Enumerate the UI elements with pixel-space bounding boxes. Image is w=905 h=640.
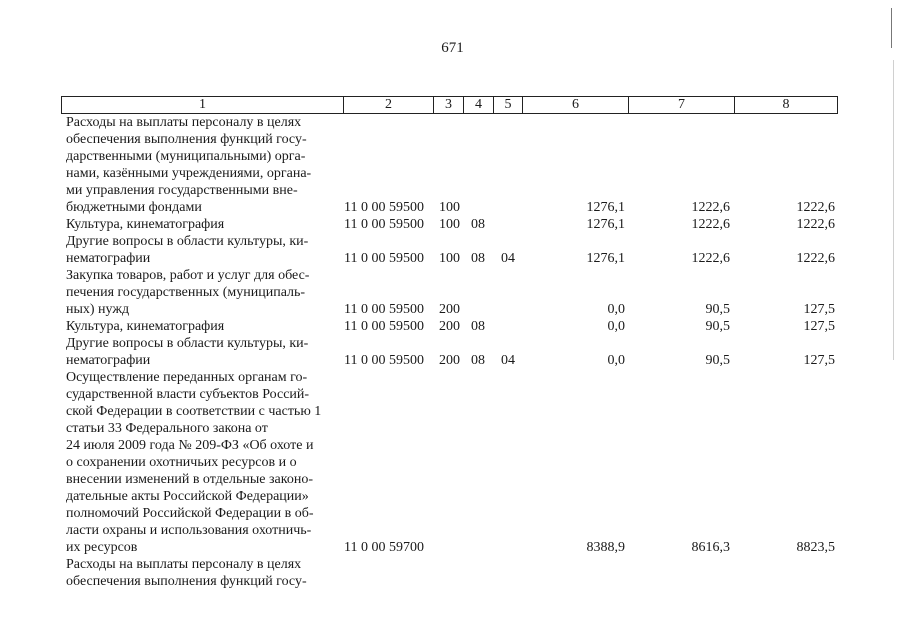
description-line: статьи 33 Федерального закона от xyxy=(66,421,268,436)
header-cell: 8 xyxy=(782,97,790,112)
header-cell: 2 xyxy=(344,97,434,113)
cell-expense-type: 100 xyxy=(439,200,460,215)
cell-amount-year-3: 8823,5 xyxy=(796,540,835,555)
cell-target-article: 11 0 00 59500 xyxy=(344,200,424,215)
description-line: ных) нужд xyxy=(66,302,130,317)
table-row xyxy=(0,556,905,590)
cell-subsection: 04 xyxy=(501,251,515,266)
description-line: бюджетными фондами xyxy=(66,200,202,215)
description-line: Культура, кинематография xyxy=(66,217,225,232)
table-row xyxy=(0,216,905,233)
row-description xyxy=(66,335,336,369)
cell-amount-year-3: 1222,6 xyxy=(796,251,835,266)
cell-amount-year-2: 90,5 xyxy=(705,353,730,368)
cell-amount-year-2: 1222,6 xyxy=(691,200,730,215)
cell-amount-year-3: 127,5 xyxy=(803,302,835,317)
cell-amount-year-1: 1276,1 xyxy=(586,200,625,215)
description-line: печения государственных (муниципаль- xyxy=(66,285,306,300)
cell-target-article: 11 0 00 59500 xyxy=(344,353,424,368)
description-line: Другие вопросы в области культуры, ки- xyxy=(66,336,309,351)
description-line: их ресурсов xyxy=(66,540,138,555)
cell-target-article: 11 0 00 59700 xyxy=(344,540,424,555)
row-description xyxy=(66,369,336,556)
cell-amount-year-1: 1276,1 xyxy=(586,217,625,232)
cell-amount-year-1: 0,0 xyxy=(607,353,625,368)
header-cell: 5 xyxy=(494,97,523,113)
description-line: нематографии xyxy=(66,251,151,266)
cell-target-article: 11 0 00 59500 xyxy=(344,319,424,334)
cell-amount-year-2: 90,5 xyxy=(705,302,730,317)
cell-section: 08 xyxy=(471,353,485,368)
description-line: нами, казёнными учреждениями, органа- xyxy=(66,166,312,181)
cell-section: 08 xyxy=(471,217,485,232)
cell-section: 08 xyxy=(471,251,485,266)
header-cell: 7 xyxy=(629,97,735,113)
description-line: Культура, кинематография xyxy=(66,319,225,334)
description-line: Осуществление переданных органам го- xyxy=(66,370,308,385)
cell-amount-year-1: 0,0 xyxy=(607,302,625,317)
description-line: о сохранении охотничьих ресурсов и о xyxy=(66,455,297,470)
description-line: обеспечения выполнения функций госу- xyxy=(66,132,307,147)
description-line: дарственными (муниципальными) орга- xyxy=(66,149,306,164)
cell-target-article: 11 0 00 59500 xyxy=(344,251,424,266)
cell-expense-type: 200 xyxy=(439,302,460,317)
row-description xyxy=(66,233,336,267)
row-description xyxy=(66,267,336,318)
row-description xyxy=(66,114,336,216)
cell-expense-type: 100 xyxy=(439,217,460,232)
description-line: Другие вопросы в области культуры, ки- xyxy=(66,234,309,249)
cell-amount-year-2: 8616,3 xyxy=(691,540,730,555)
cell-amount-year-2: 1222,6 xyxy=(691,251,730,266)
table-row xyxy=(0,369,905,556)
table-row xyxy=(0,267,905,318)
header-cell: 1 xyxy=(62,97,344,113)
description-line: ской Федерации в соответствии с частью 1 xyxy=(66,404,322,419)
cell-expense-type: 100 xyxy=(439,251,460,266)
description-line: обеспечения выполнения функций госу- xyxy=(66,574,307,589)
row-description xyxy=(66,556,336,590)
cell-target-article: 11 0 00 59500 xyxy=(344,302,424,317)
cell-amount-year-3: 1222,6 xyxy=(796,200,835,215)
cell-amount-year-1: 1276,1 xyxy=(586,251,625,266)
description-line: нематографии xyxy=(66,353,151,368)
description-line: 24 июля 2009 года № 209-ФЗ «Об охоте и xyxy=(66,438,314,453)
table-row xyxy=(0,233,905,267)
cell-amount-year-2: 90,5 xyxy=(705,319,730,334)
cell-expense-type: 200 xyxy=(439,353,460,368)
table-row xyxy=(0,114,905,216)
header-cell: 3 xyxy=(434,97,464,113)
description-line: ми управления государственными вне- xyxy=(66,183,298,198)
description-line: сударственной власти субъектов Россий- xyxy=(66,387,310,402)
cell-amount-year-2: 1222,6 xyxy=(691,217,730,232)
row-description xyxy=(66,216,336,233)
description-line: Закупка товаров, работ и услуг для обес- xyxy=(66,268,310,283)
table-header xyxy=(61,96,838,114)
header-cell: 4 xyxy=(464,97,494,113)
description-line: дательные акты Российской Федерации» xyxy=(66,489,309,504)
description-line: ласти охраны и использования охотничь- xyxy=(66,523,312,538)
cell-section: 08 xyxy=(471,319,485,334)
table-row xyxy=(0,335,905,369)
header-cell: 6 xyxy=(523,97,629,113)
description-line: Расходы на выплаты персоналу в целях xyxy=(66,557,302,572)
cell-amount-year-3: 1222,6 xyxy=(796,217,835,232)
cell-expense-type: 200 xyxy=(439,319,460,334)
row-description xyxy=(66,318,336,335)
cell-amount-year-3: 127,5 xyxy=(803,353,835,368)
description-line: внесении изменений в отдельные законо- xyxy=(66,472,313,487)
page-number: 671 xyxy=(441,40,464,56)
cell-target-article: 11 0 00 59500 xyxy=(344,217,424,232)
description-line: полномочий Российской Федерации в об- xyxy=(66,506,314,521)
cell-amount-year-1: 0,0 xyxy=(607,319,625,334)
table-row xyxy=(0,318,905,335)
cell-subsection: 04 xyxy=(501,353,515,368)
description-line: Расходы на выплаты персоналу в целях xyxy=(66,115,302,130)
cell-amount-year-3: 127,5 xyxy=(803,319,835,334)
cell-amount-year-1: 8388,9 xyxy=(586,540,625,555)
